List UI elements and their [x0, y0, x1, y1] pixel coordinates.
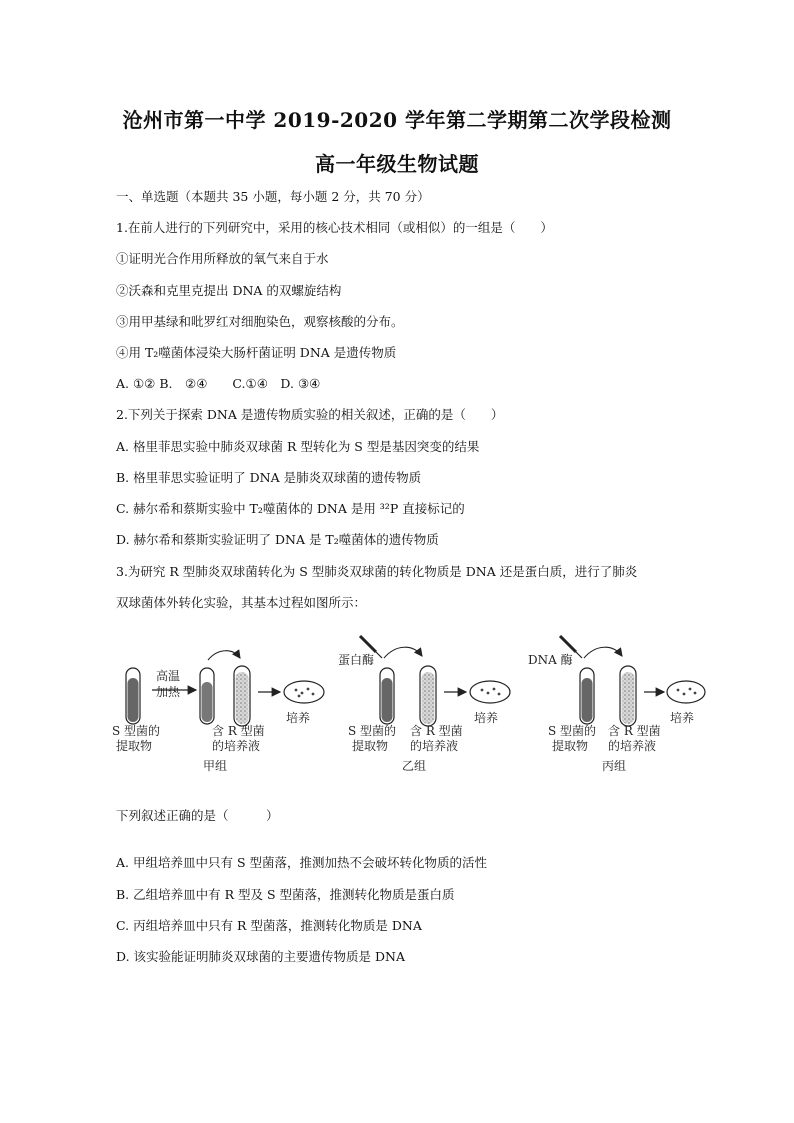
- exam-subtitle: 高一年级生物试题: [315, 152, 479, 176]
- q3-question: 下列叙述正确的是（ ）: [116, 808, 279, 823]
- petri-dish: [284, 681, 324, 703]
- arrow: [584, 647, 622, 658]
- result-label: 培养: [286, 711, 311, 725]
- q2-stem: 2.下列关于探索 DNA 是遗传物质实验的相关叙述，正确的是（ ）: [116, 407, 504, 422]
- arrow: [208, 651, 240, 660]
- extract-label: 提取物: [552, 739, 589, 753]
- section-heading: 一、单选题（本题共 35 小题，每小题 2 分，共 70 分）: [116, 189, 430, 204]
- group-label: 丙组: [602, 759, 627, 773]
- culture-label: 的培养液: [608, 739, 657, 753]
- q1-item-3: ③用甲基绿和吡罗红对细胞染色，观察核酸的分布。: [116, 314, 404, 329]
- q3-option-a: A. 甲组培养皿中只有 S 型菌落，推测加热不会破坏转化物质的活性: [116, 855, 487, 870]
- extract-label: 提取物: [352, 739, 389, 753]
- culture-tube: [620, 666, 636, 726]
- group-label: 甲组: [203, 759, 228, 773]
- extract-tube: [126, 668, 140, 724]
- q3-option-d: D. 该实验能证明肺炎双球菌的主要遗传物质是 DNA: [116, 949, 405, 964]
- treatment-label: 加热: [156, 685, 181, 699]
- result-label: 培养: [670, 711, 695, 725]
- arrow: [384, 647, 422, 658]
- q1-item-2: ②沃森和克里克提出 DNA 的双螺旋结构: [116, 283, 342, 298]
- q3-stem-line1: 3.为研究 R 型肺炎双球菌转化为 S 型肺炎双球菌的转化物质是 DNA 还是蛋白质，进行了肺炎: [116, 564, 638, 579]
- culture-tube: [420, 666, 436, 726]
- petri-dish: [667, 681, 705, 703]
- culture-label: 的培养液: [410, 739, 459, 753]
- q1-stem: 1.在前人进行的下列研究中，采用的核心技术相同（或相似）的一组是（ ）: [116, 220, 553, 235]
- extract-label: S 型菌的: [548, 724, 597, 738]
- q2-option-a: A. 格里菲思实验中肺炎双球菌 R 型转化为 S 型是基因突变的结果: [116, 439, 480, 454]
- extract-label: S 型菌的: [112, 724, 161, 738]
- petri-dish: [470, 681, 510, 703]
- culture-label: 含 R 型菌: [608, 724, 661, 738]
- extract-label: 提取物: [116, 739, 153, 753]
- q2-option-b: B. 格里菲思实验证明了 DNA 是肺炎双球菌的遗传物质: [116, 470, 422, 485]
- q3-option-b: B. 乙组培养皿中有 R 型及 S 型菌落，推测转化物质是蛋白质: [116, 887, 455, 902]
- q1-item-1: ①证明光合作用所释放的氧气来自于水: [116, 251, 329, 266]
- treatment-label: 高温: [156, 669, 181, 683]
- culture-label: 的培养液: [212, 739, 261, 753]
- extract-tube: [380, 668, 394, 724]
- q2-option-c: C. 赫尔希和蔡斯实验中 T₂噬菌体的 DNA 是用 ³²P 直接标记的: [116, 501, 465, 516]
- exam-title: 沧州市第一中学 2019-2020 学年第二学期第二次学段检测: [122, 108, 672, 132]
- treatment-label: DNA 酶: [528, 653, 573, 667]
- result-label: 培养: [474, 711, 499, 725]
- q1-options: A. ①② B. ②④ C.①④ D. ③④: [116, 376, 321, 391]
- group-jia: [112, 651, 324, 773]
- group-bing: [528, 636, 705, 773]
- group-label: 乙组: [402, 759, 427, 773]
- q3-stem-line2: 双球菌体外转化实验，其基本过程如图所示：: [116, 595, 367, 610]
- mix-tube: [200, 668, 214, 724]
- q1-item-4: ④用 T₂噬菌体浸染大肠杆菌证明 DNA 是遗传物质: [116, 345, 397, 360]
- culture-label: 含 R 型菌: [410, 724, 463, 738]
- culture-tube: [234, 666, 250, 726]
- extract-tube: [580, 668, 594, 724]
- experiment-figure: [108, 630, 708, 775]
- q3-option-c: C. 丙组培养皿中只有 R 型菌落，推测转化物质是 DNA: [116, 918, 422, 933]
- group-yi: [338, 636, 510, 773]
- culture-label: 含 R 型菌: [212, 724, 265, 738]
- extract-label: S 型菌的: [348, 724, 397, 738]
- q2-option-d: D. 赫尔希和蔡斯实验证明了 DNA 是 T₂噬菌体的遗传物质: [116, 532, 439, 547]
- treatment-label: 蛋白酶: [338, 653, 375, 667]
